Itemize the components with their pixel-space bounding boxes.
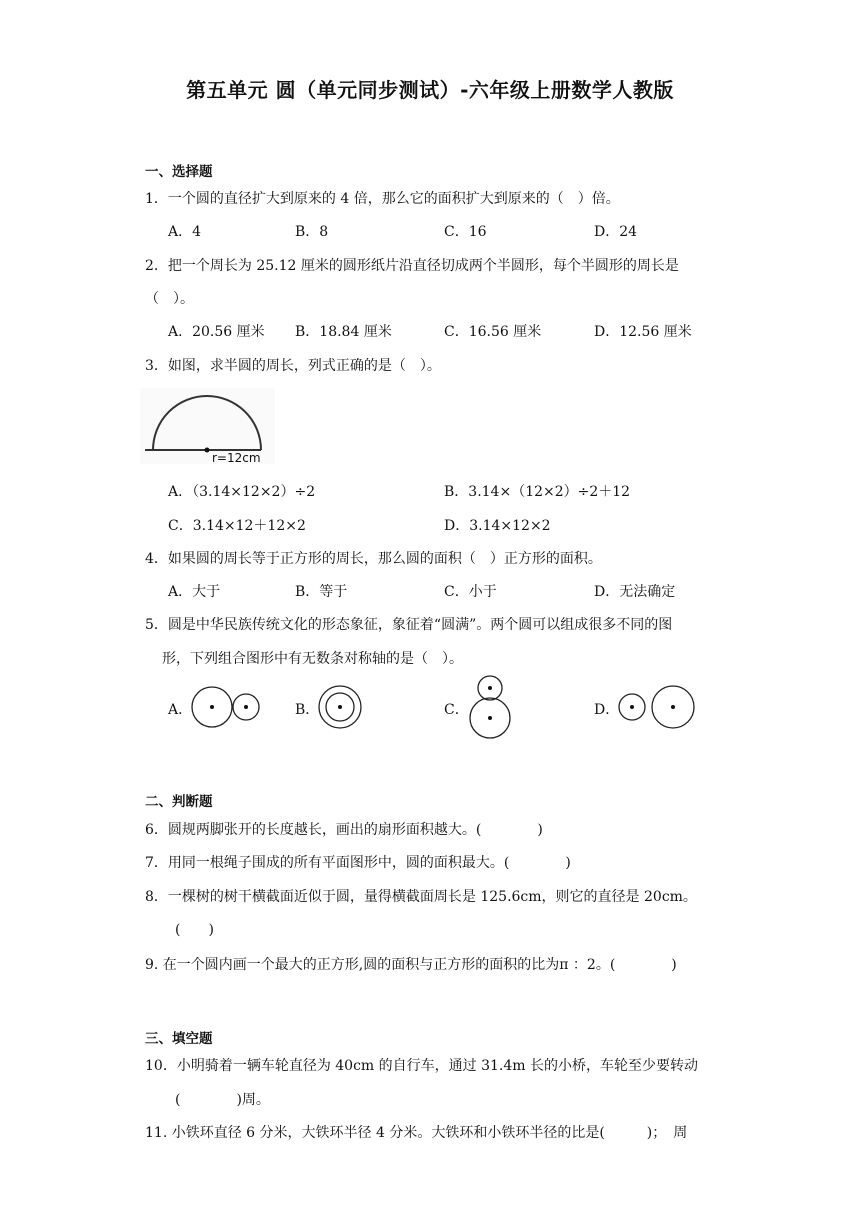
question-10-line-2: ( )周。: [175, 1092, 270, 1108]
q1-option-a: A．4: [168, 224, 202, 240]
question-5-line-2: 形，下列组合图形中有无数条对称轴的是（ ）。: [162, 651, 463, 667]
q5-option-c-label: C．: [444, 702, 469, 718]
q5-figure-c: [466, 674, 516, 740]
q2-option-a: A．20.56 厘米: [168, 324, 265, 340]
q4-option-c: C．小于: [444, 584, 497, 600]
q3-option-a: A．（3.14×12×2）÷2: [168, 484, 316, 500]
question-4: 4．如果圆的周长等于正方形的周长，那么圆的面积（ ）正方形的面积。: [145, 551, 602, 567]
q3-option-d: D．3.14×12×2: [444, 518, 551, 534]
section-heading-judge: 二、判断题: [145, 794, 213, 810]
q3-option-c: C．3.14×12＋12×2: [168, 518, 306, 534]
q4-option-a: A．大于: [168, 584, 221, 600]
q5-option-b-label: B．: [295, 702, 320, 718]
section-heading-choice: 一、选择题: [145, 164, 213, 180]
q5-option-d-label: D．: [594, 702, 620, 718]
q5-option-a-label: A．: [168, 702, 193, 718]
section-heading-fill: 三、填空题: [145, 1031, 213, 1047]
question-11: 11. 小铁环直径 6 分米，大铁环半径 4 分米。大铁环和小铁环半径的比是( )； 周: [145, 1125, 688, 1141]
q4-option-d: D．无法确定: [594, 584, 676, 600]
radius-label: r=12cm: [212, 451, 261, 465]
q4-option-b: B．等于: [295, 584, 348, 600]
question-2-line-2: （ ）。: [145, 291, 194, 307]
question-8-line-2: ( ): [175, 922, 214, 938]
q1-option-d: D．24: [594, 224, 638, 240]
question-10-line-1: 10．小明骑着一辆车轮直径为 40cm 的自行车，通过 31.4m 长的小桥，车轮至少要转动: [145, 1058, 698, 1074]
page-title: 第五单元 圆（单元同步测试）-六年级上册数学人教版: [186, 78, 674, 102]
q2-option-b: B．18.84 厘米: [295, 324, 392, 340]
q5-figure-d: [616, 684, 698, 730]
q3-option-b: B．3.14×（12×2）÷2＋12: [444, 484, 631, 500]
q1-option-c: C．16: [444, 224, 487, 240]
question-7: 7．用同一根绳子围成的所有平面图形中，圆的面积最大。( ): [145, 855, 571, 871]
q1-option-b: B．8: [295, 224, 329, 240]
question-3: 3．如图，求半圆的周长，列式正确的是（ ）。: [145, 358, 441, 374]
q5-figure-a: [190, 684, 262, 730]
question-2-line-1: 2．把一个周长为 25.12 厘米的圆形纸片沿直径切成两个半圆形，每个半圆形的周长是: [145, 258, 679, 274]
q5-figure-b: [316, 684, 364, 730]
q2-option-d: D．12.56 厘米: [594, 324, 692, 340]
question-1: 1．一个圆的直径扩大到原来的 4 倍，那么它的面积扩大到原来的（ ）倍。: [145, 191, 620, 207]
question-8-line-1: 8．一棵树的树干横截面近似于圆，量得横截面周长是 125.6cm，则它的直径是 20cm。: [145, 889, 697, 905]
q2-option-c: C．16.56 厘米: [444, 324, 542, 340]
question-9: 9. 在一个圆内画一个最大的正方形,圆的面积与正方形的面积的比为π ：2。( ): [145, 957, 677, 973]
question-5-line-1: 5．圆是中华民族传统文化的形态象征，象征着“圆满”。两个圆可以组成很多不同的图: [145, 617, 673, 633]
question-6: 6．圆规两脚张开的长度越长，画出的扇形面积越大。( ): [145, 822, 543, 838]
